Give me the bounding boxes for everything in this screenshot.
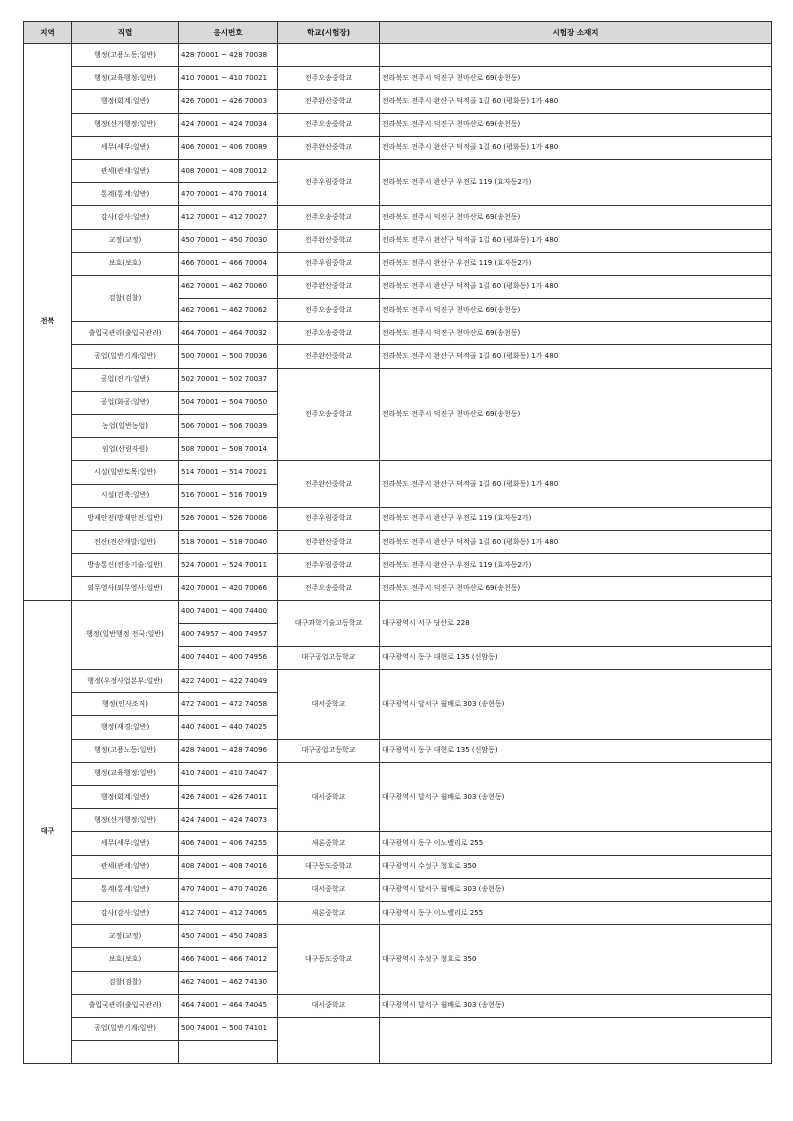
job-series-cell: 감사(감사:일반): [72, 206, 179, 229]
school-cell: 전주우림중학교: [278, 159, 380, 205]
job-series-cell: 감사(감사:일반): [72, 901, 179, 924]
school-cell: 전주완산중학교: [278, 345, 380, 368]
address-cell: 전라북도 전주시 덕진구 천마산로 69(송천동): [380, 67, 772, 90]
address-cell: 대구광역시 달서구 월배로 303 (송현동): [380, 878, 772, 901]
address-cell: 대구광역시 동구 이노밸리로 255: [380, 832, 772, 855]
job-series-cell: 시설(일반토목:일반): [72, 461, 179, 484]
job-series-cell: 세무(세무:일반): [72, 832, 179, 855]
exam-number-cell: 504 70001 ~ 504 70050: [179, 391, 278, 414]
exam-number-cell: 422 74001 ~ 422 74049: [179, 670, 278, 693]
job-series-cell: 통계(통계:일반): [72, 183, 179, 206]
address-cell: [380, 1017, 772, 1063]
exam-number-cell: 420 70001 ~ 420 70066: [179, 577, 278, 600]
table-row: [24, 252, 772, 275]
job-series-cell: 교정(교정): [72, 229, 179, 252]
table-row: [24, 206, 772, 229]
address-cell: 대구광역시 달서구 월배로 303 (송현동): [380, 762, 772, 832]
table-row: [24, 275, 772, 298]
header-region: 지역: [24, 22, 72, 44]
job-series-cell: 행정(고용노동:일반): [72, 739, 179, 762]
exam-number-cell: 408 70001 ~ 408 70012: [179, 159, 278, 182]
address-cell: 전라북도 전주시 완산구 덕적골 1길 60 (평화동) 1가 480: [380, 530, 772, 553]
school-cell: 새론중학교: [278, 901, 380, 924]
job-series-cell: 임업(산림자원): [72, 438, 179, 461]
job-series-cell: 출입국관리(출입국관리): [72, 994, 179, 1017]
table-row: [24, 554, 772, 577]
school-cell: 전주완산중학교: [278, 461, 380, 507]
address-cell: 전라북도 전주시 덕진구 천마산로 69(송천동): [380, 577, 772, 600]
exam-number-cell: 464 74001 ~ 464 74045: [179, 994, 278, 1017]
address-cell: 전라북도 전주시 완산구 우전로 119 (효자동2가): [380, 159, 772, 205]
table-row: [24, 832, 772, 855]
job-series-cell: 교정(교정): [72, 925, 179, 948]
exam-number-cell: 428 70001 ~ 428 70038: [179, 44, 278, 67]
job-series-cell: 행정(선거행정:일반): [72, 113, 179, 136]
table-row: [24, 507, 772, 530]
job-series-cell: 행정(회계:일반): [72, 786, 179, 809]
table-body: [24, 44, 772, 1064]
job-series-cell: 행정(고용노동:일반): [72, 44, 179, 67]
region-cell: 전북: [24, 44, 72, 601]
table-row: [24, 855, 772, 878]
job-series-cell: 공업(일반기계:일반): [72, 345, 179, 368]
exam-number-cell: 462 70061 ~ 462 70062: [179, 299, 278, 322]
school-cell: 전주우림중학교: [278, 507, 380, 530]
job-series-cell: 공업(화공:일반): [72, 391, 179, 414]
address-cell: 대구광역시 달서구 월배로 303 (송현동): [380, 670, 772, 740]
school-cell: 대서중학교: [278, 994, 380, 1017]
school-cell: 전주완산중학교: [278, 90, 380, 113]
school-cell: 전주오송중학교: [278, 577, 380, 600]
exam-number-cell: 412 74001 ~ 412 74065: [179, 901, 278, 924]
school-cell: 전주오송중학교: [278, 322, 380, 345]
exam-number-cell: 400 74401 ~ 400 74956: [179, 646, 278, 669]
exam-number-cell: 518 70001 ~ 518 70040: [179, 530, 278, 553]
exam-number-cell: 428 74001 ~ 428 74096: [179, 739, 278, 762]
job-series-cell: 행정(재경:일반): [72, 716, 179, 739]
address-cell: 대구광역시 동구 대현로 135 (신암동): [380, 646, 772, 669]
job-series-cell: 통계(통계:일반): [72, 878, 179, 901]
table-row: [24, 345, 772, 368]
exam-number-cell: 502 70001 ~ 502 70037: [179, 368, 278, 391]
table-row: [24, 44, 772, 67]
job-series-cell: 관세(관세:일반): [72, 159, 179, 182]
table-row: [24, 739, 772, 762]
school-cell: 전주완산중학교: [278, 530, 380, 553]
exam-number-cell: 450 70001 ~ 450 70030: [179, 229, 278, 252]
school-cell: 전주완산중학교: [278, 275, 380, 298]
job-series-cell: 방송통신(전송기술:일반): [72, 554, 179, 577]
job-series-cell: [72, 1041, 179, 1064]
school-cell: 대서중학교: [278, 670, 380, 740]
exam-number-cell: 506 70001 ~ 506 70039: [179, 415, 278, 438]
school-cell: 대구공업고등학교: [278, 646, 380, 669]
exam-number-cell: 462 74001 ~ 462 74130: [179, 971, 278, 994]
address-cell: [380, 44, 772, 67]
school-cell: 대구과학기술고등학교: [278, 600, 380, 646]
table-row: [24, 878, 772, 901]
address-cell: 전라북도 전주시 덕진구 천마산로 69(송천동): [380, 299, 772, 322]
table-row: [24, 1017, 772, 1040]
exam-number-cell: 500 74001 ~ 500 74101: [179, 1017, 278, 1040]
school-cell: 전주완산중학교: [278, 229, 380, 252]
job-series-cell: 시설(건축:일반): [72, 484, 179, 507]
exam-number-cell: 450 74001 ~ 450 74083: [179, 925, 278, 948]
address-cell: 전라북도 전주시 완산구 덕적골 1길 60 (평화동) 1가 480: [380, 229, 772, 252]
job-series-cell: 공업(전기:일반): [72, 368, 179, 391]
table-row: [24, 994, 772, 1017]
exam-number-cell: 464 70001 ~ 464 70032: [179, 322, 278, 345]
table-row: [24, 600, 772, 623]
school-cell: 전주오송중학교: [278, 206, 380, 229]
header-address: 시험장 소재지: [380, 22, 772, 44]
address-cell: 전라북도 전주시 덕진구 천마산로 69(송천동): [380, 206, 772, 229]
school-cell: 전주오송중학교: [278, 113, 380, 136]
exam-number-cell: 424 74001 ~ 424 74073: [179, 809, 278, 832]
table-row: [24, 159, 772, 182]
school-cell: 새론중학교: [278, 832, 380, 855]
exam-number-cell: 406 70001 ~ 406 70089: [179, 136, 278, 159]
address-cell: 전라북도 전주시 완산구 우전로 119 (효자동2가): [380, 507, 772, 530]
table-row: [24, 229, 772, 252]
exam-number-cell: 516 70001 ~ 516 70019: [179, 484, 278, 507]
exam-number-cell: 410 70001 ~ 410 70021: [179, 67, 278, 90]
job-series-cell: 행정(인사조직): [72, 693, 179, 716]
exam-number-cell: 426 70001 ~ 426 70003: [179, 90, 278, 113]
job-series-cell: 보호(보호): [72, 252, 179, 275]
address-cell: 대구광역시 수성구 청호로 350: [380, 925, 772, 995]
address-cell: 전라북도 전주시 완산구 우전로 119 (효자동2가): [380, 252, 772, 275]
address-cell: 대구광역시 동구 대현로 135 (신암동): [380, 739, 772, 762]
exam-number-cell: 462 70001 ~ 462 70060: [179, 275, 278, 298]
address-cell: 전라북도 전주시 완산구 덕적골 1길 60 (평화동) 1가 480: [380, 136, 772, 159]
address-cell: 전라북도 전주시 완산구 덕적골 1길 60 (평화동) 1가 480: [380, 461, 772, 507]
exam-number-cell: 424 70001 ~ 424 70034: [179, 113, 278, 136]
exam-number-cell: 472 74001 ~ 472 74058: [179, 693, 278, 716]
exam-number-cell: 412 70001 ~ 412 70027: [179, 206, 278, 229]
school-cell: 전주우림중학교: [278, 554, 380, 577]
job-series-cell: 행정(회계:일반): [72, 90, 179, 113]
exam-number-cell: 406 74001 ~ 406 74255: [179, 832, 278, 855]
exam-venue-table: [23, 21, 772, 1064]
job-series-cell: 출입국관리(출입국관리): [72, 322, 179, 345]
exam-number-cell: 440 74001 ~ 440 74025: [179, 716, 278, 739]
table-row: [24, 901, 772, 924]
address-cell: 전라북도 전주시 완산구 덕적골 1길 60 (평화동) 1가 480: [380, 345, 772, 368]
job-series-cell: 행정(우정사업본부:일반): [72, 670, 179, 693]
address-cell: 전라북도 전주시 완산구 우전로 119 (효자동2가): [380, 554, 772, 577]
table-row: [24, 113, 772, 136]
exam-number-cell: 508 70001 ~ 508 70014: [179, 438, 278, 461]
school-cell: 전주오송중학교: [278, 368, 380, 461]
exam-number-cell: 526 70001 ~ 526 70006: [179, 507, 278, 530]
address-cell: 대구광역시 수성구 청호로 350: [380, 855, 772, 878]
school-cell: 전주오송중학교: [278, 299, 380, 322]
school-cell: [278, 1017, 380, 1063]
header-exam-number: 응시번호: [179, 22, 278, 44]
exam-number-cell: 470 74001 ~ 470 74026: [179, 878, 278, 901]
table-row: [24, 90, 772, 113]
school-cell: 전주완산중학교: [278, 136, 380, 159]
address-cell: 전라북도 전주시 완산구 덕적골 1길 60 (평화동) 1가 480: [380, 275, 772, 298]
school-cell: 대서중학교: [278, 878, 380, 901]
address-cell: 전라북도 전주시 덕진구 천마산로 69(송천동): [380, 113, 772, 136]
table-row: [24, 762, 772, 785]
exam-number-cell: 408 74001 ~ 408 74016: [179, 855, 278, 878]
exam-number-cell: 524 70001 ~ 524 70011: [179, 554, 278, 577]
address-cell: 대구광역시 동구 이노밸리로 255: [380, 901, 772, 924]
school-cell: 대구동도중학교: [278, 925, 380, 995]
exam-number-cell: 470 70001 ~ 470 70014: [179, 183, 278, 206]
job-series-cell: 검찰(검찰): [72, 971, 179, 994]
address-cell: 전라북도 전주시 덕진구 천마산로 69(송천동): [380, 368, 772, 461]
job-series-cell: 보호(보호): [72, 948, 179, 971]
job-series-cell: 외무영사(외무영사:일반): [72, 577, 179, 600]
job-series-cell: 행정(교육행정:일반): [72, 762, 179, 785]
job-series-cell: 검찰(검찰): [72, 275, 179, 321]
table-row: [24, 530, 772, 553]
job-series-cell: 공업(일반기계:일반): [72, 1017, 179, 1040]
table-row: [24, 322, 772, 345]
job-series-cell: 행정(교육행정:일반): [72, 67, 179, 90]
school-cell: 대구동도중학교: [278, 855, 380, 878]
table-row: [24, 136, 772, 159]
exam-number-cell: 514 70001 ~ 514 70021: [179, 461, 278, 484]
table-row: [24, 368, 772, 391]
exam-number-cell: 466 74001 ~ 466 74012: [179, 948, 278, 971]
table-row: [24, 925, 772, 948]
exam-number-cell: [179, 1041, 278, 1064]
address-cell: 전라북도 전주시 덕진구 천마산로 69(송천동): [380, 322, 772, 345]
address-cell: 대구광역시 서구 당산로 228: [380, 600, 772, 646]
exam-number-cell: 466 70001 ~ 466 70004: [179, 252, 278, 275]
job-series-cell: 행정(선거행정:일반): [72, 809, 179, 832]
job-series-cell: 방재안전(방재안전:일반): [72, 507, 179, 530]
exam-number-cell: 400 74957 ~ 400 74957: [179, 623, 278, 646]
table-row: [24, 670, 772, 693]
school-cell: 전주우림중학교: [278, 252, 380, 275]
exam-number-cell: 400 74001 ~ 400 74400: [179, 600, 278, 623]
school-cell: [278, 44, 380, 67]
table-row: [24, 67, 772, 90]
job-series-cell: 관세(관세:일반): [72, 855, 179, 878]
header-job-series: 직렬: [72, 22, 179, 44]
school-cell: 대구공업고등학교: [278, 739, 380, 762]
region-cell: 대구: [24, 600, 72, 1064]
exam-number-cell: 426 74001 ~ 426 74011: [179, 786, 278, 809]
header-school: 학교(시험장): [278, 22, 380, 44]
job-series-cell: 세무(세무:일반): [72, 136, 179, 159]
job-series-cell: 행정(일반행정 전국:일반): [72, 600, 179, 670]
table-row: [24, 461, 772, 484]
school-cell: 대서중학교: [278, 762, 380, 832]
exam-number-cell: 500 70001 ~ 500 70036: [179, 345, 278, 368]
job-series-cell: 전산(전산개발:일반): [72, 530, 179, 553]
table-row: [24, 577, 772, 600]
table-header-row: [24, 22, 772, 44]
address-cell: 대구광역시 달서구 월배로 303 (송현동): [380, 994, 772, 1017]
school-cell: 전주오송중학교: [278, 67, 380, 90]
job-series-cell: 농업(일반농업): [72, 415, 179, 438]
exam-number-cell: 410 74001 ~ 410 74047: [179, 762, 278, 785]
address-cell: 전라북도 전주시 완산구 덕적골 1길 60 (평화동) 1가 480: [380, 90, 772, 113]
